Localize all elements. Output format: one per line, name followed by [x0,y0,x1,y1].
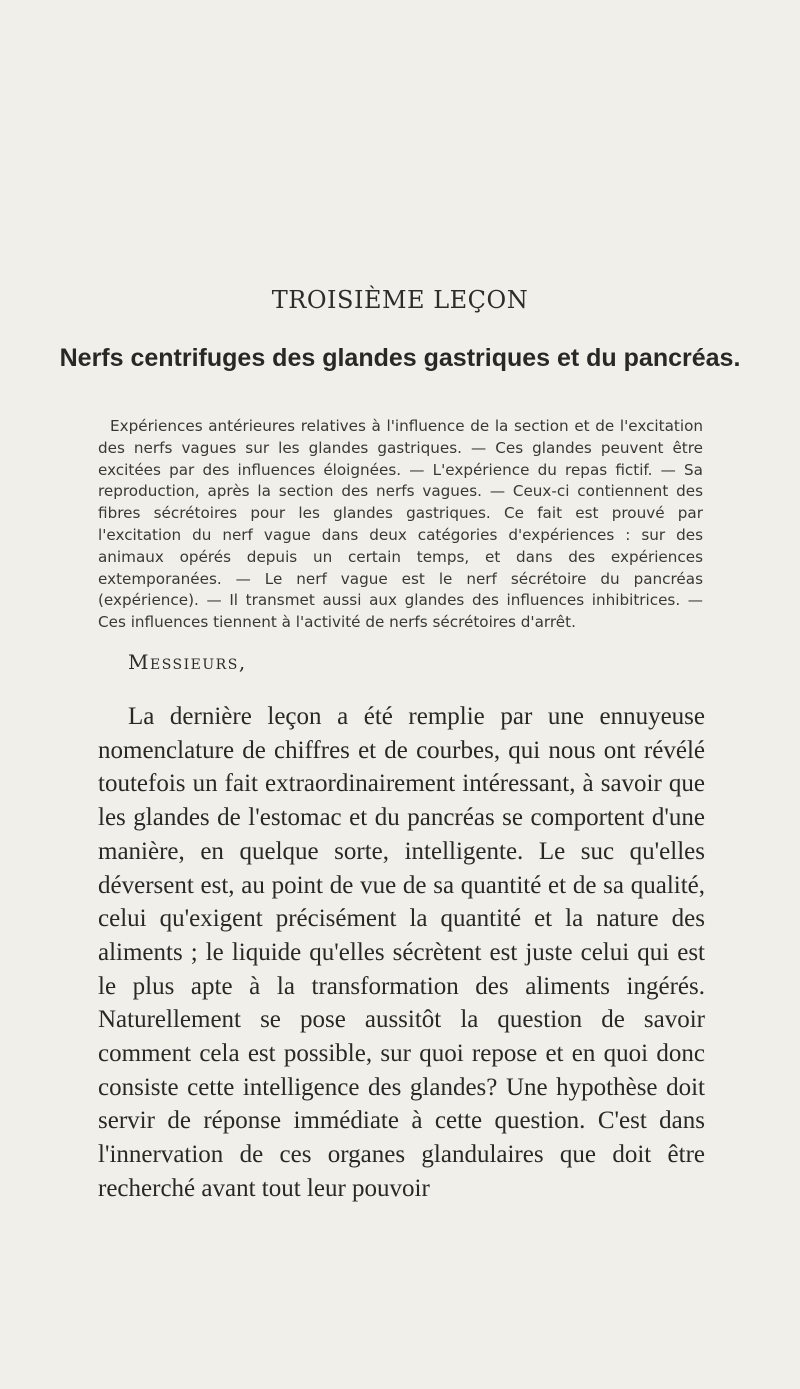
salutation: Messieurs, [128,650,247,674]
lecon-heading: TROISIÈME LEÇON [271,286,529,314]
summary-paragraph: Expériences antérieures relatives à l'influence de la section et de l'excitation des nerfs vagues sur les glandes gastriques. — Ces glandes peuvent être excitées par des influences éloignées. — L'expérience du repas fictif. — Sa reproduction, après la section des nerfs vagues. — Ceux-ci contiennent des fibres sécrétoires pour les glandes gastriques. Ce fait est prouvé par l'excitation du nerf vague dans deux catégories d'expériences : sur des animaux opérés depuis un certain temps, et dans des expériences extemporanées. — Le nerf vague est le nerf sécrétoire du pancréas (expérience). — Il transmet aussi aux glandes des influences inhibitrices. — Ces influences tiennent à l'activité de nerfs sécrétoires d'arrêt. [98,417,703,632]
body-paragraph: La dernière leçon a été remplie par une ennuyeuse nomenclature de chiffres et de courbes, qui nous ont révélé toutefois un fait extraordinairement intéressant, à savoir que les glandes de l'estomac et du pancréas se comportent d'une manière, en quelque sorte, intelligente. Le suc qu'elles déversent est, au point de vue de sa quantité et de sa qualité, celui qu'exigent précisément la quantité et la nature des aliments ; le liquide qu'elles sécrètent est juste celui qui est le plus apte à la transformation des aliments ingérés. Naturellement se pose aussitôt la question de savoir comment cela est possible, sur quoi repose et en quoi donc consiste cette intelligence des glandes? Une hypothèse doit servir de réponse immédiate à cette question. C'est dans l'innervation de ces organes glandulaires que doit être recherché avant tout leur pouvoir [98,703,705,1202]
chapter-title: Nerfs centrifuges des glandes gastriques et du pancréas. [59,344,741,372]
